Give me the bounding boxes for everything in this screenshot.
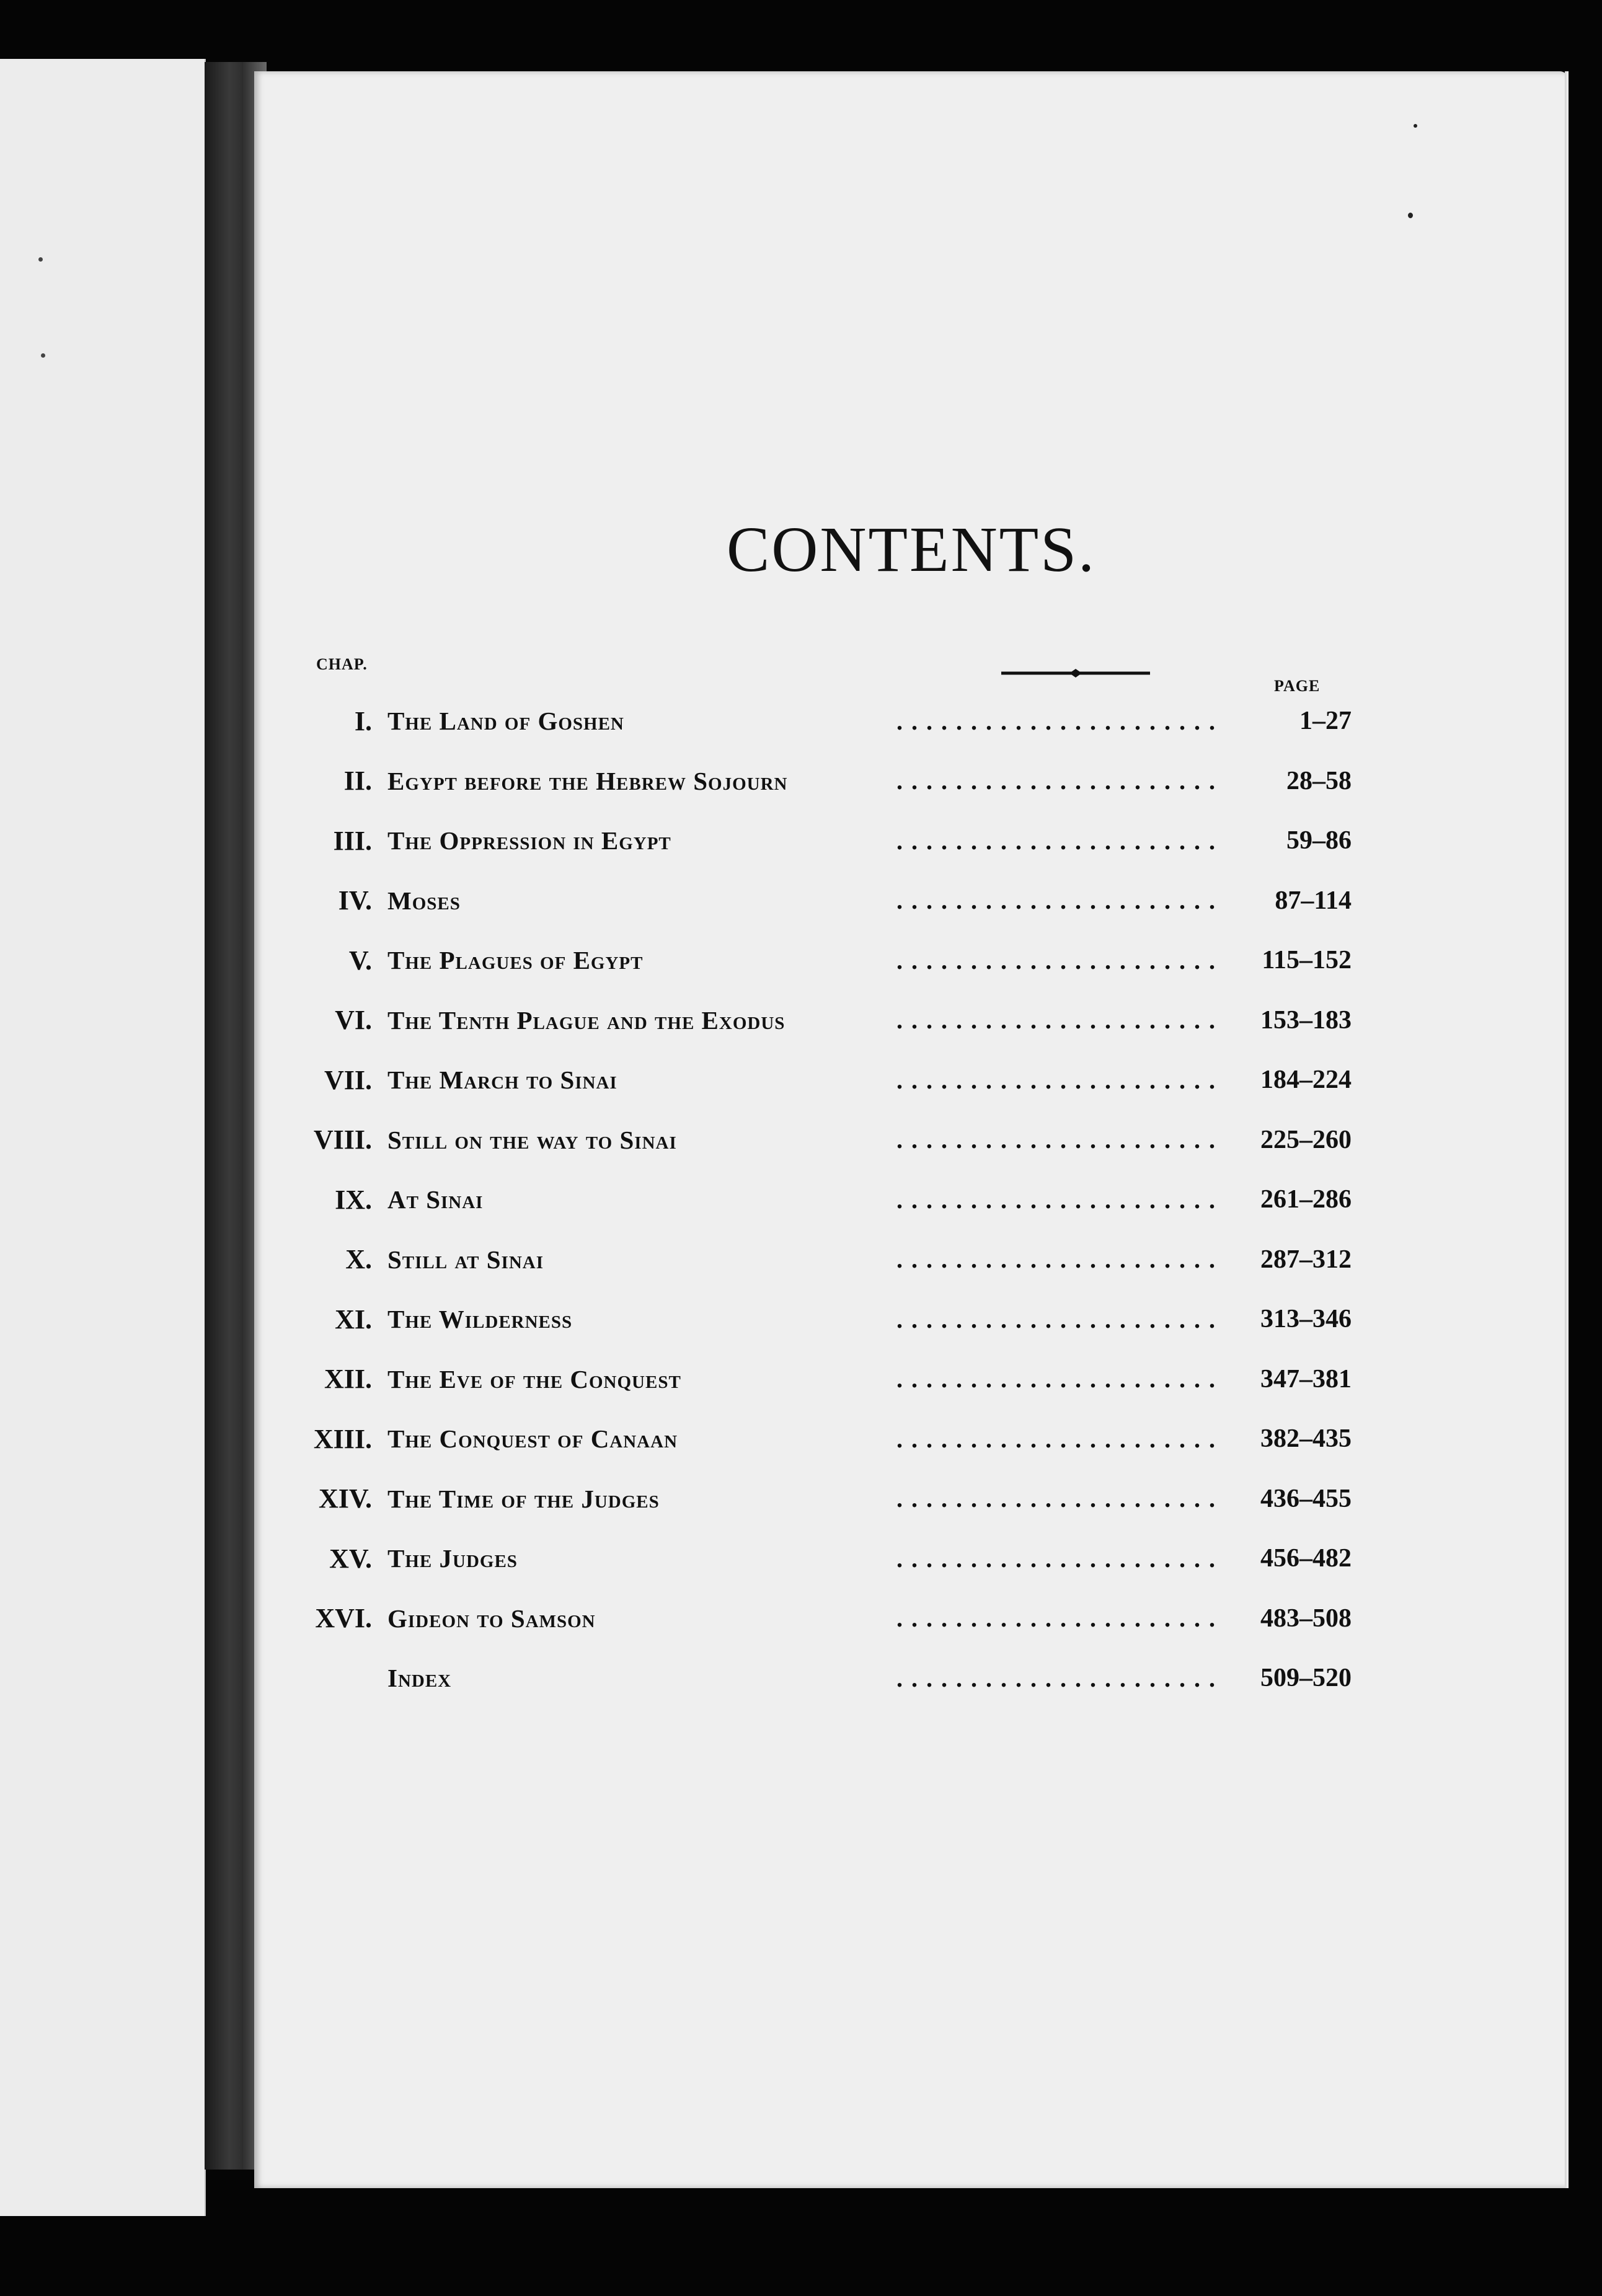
toc-entry — [273, 1469, 1352, 1529]
chapter-number: VIII. — [313, 1124, 372, 1155]
chapter-number: XV. — [329, 1543, 372, 1574]
toc-entry — [273, 930, 1352, 991]
toc-entry — [273, 751, 1352, 811]
chapter-title: The Eve of the Conquest — [387, 1364, 681, 1393]
chapter-title: The Judges — [387, 1544, 518, 1573]
toc-entry — [273, 1110, 1352, 1170]
chapter-number: III. — [333, 825, 372, 856]
chapter-title: Moses — [387, 886, 461, 915]
paper-speck — [1414, 124, 1417, 128]
chapter-title: Gideon to Samson — [387, 1604, 596, 1633]
toc-index-entry — [273, 1648, 1352, 1708]
dot-leader: . . . . . . . . . . . . . . . . . . . . . . — [896, 1664, 1216, 1692]
dot-leader: . . . . . . . . . . . . . . . . . . . . . . — [896, 1066, 1216, 1094]
chapter-number: X. — [345, 1244, 372, 1275]
chapter-number: I. — [354, 705, 372, 736]
page-range: 225–260 — [1260, 1125, 1352, 1154]
paper-speck — [38, 257, 43, 262]
chapter-title: The Wilderness — [387, 1305, 573, 1334]
chapter-title: Still on the way to Sinai — [387, 1125, 677, 1154]
dot-leader: . . . . . . . . . . . . . . . . . . . . . . — [896, 946, 1216, 974]
dot-leader: . . . . . . . . . . . . . . . . . . . . . . — [896, 1485, 1216, 1513]
facing-page — [0, 59, 206, 2216]
dot-leader: . . . . . . . . . . . . . . . . . . . . . . — [896, 1544, 1216, 1573]
page-range: 313–346 — [1260, 1305, 1352, 1334]
toc-entry — [273, 811, 1352, 871]
chapter-title: The Conquest of Canaan — [387, 1424, 678, 1454]
chapter-column-label: CHAP. — [316, 655, 368, 673]
chapter-title: The Oppression in Egypt — [387, 826, 671, 855]
dot-leader: . . . . . . . . . . . . . . . . . . . . . . — [896, 1126, 1216, 1154]
page-range: 87–114 — [1275, 886, 1352, 915]
toc-entry — [273, 1409, 1352, 1469]
page-range: 28–58 — [1286, 766, 1352, 795]
dot-leader: . . . . . . . . . . . . . . . . . . . . . . — [896, 1305, 1216, 1333]
page-range: 115–152 — [1262, 946, 1352, 975]
toc-entry — [273, 1289, 1352, 1349]
chapter-title: The Land of Goshen — [387, 707, 624, 736]
toc-entry — [273, 1529, 1352, 1589]
chapter-number: XII. — [324, 1364, 372, 1395]
index-title: Index — [387, 1664, 452, 1693]
table-of-contents — [273, 691, 1352, 1708]
dot-leader: . . . . . . . . . . . . . . . . . . . . . . — [896, 1185, 1216, 1214]
title-rule-ornament — [1001, 665, 1150, 681]
chapter-number: IV. — [338, 885, 372, 916]
dot-leader: . . . . . . . . . . . . . . . . . . . . . . — [896, 707, 1216, 735]
chapter-title: The Tenth Plague and the Exodus — [387, 1005, 786, 1035]
page-range: 261–286 — [1260, 1185, 1352, 1214]
page-range: 153–183 — [1260, 1005, 1352, 1035]
chapter-number: XVI. — [315, 1603, 372, 1634]
page-column-label: PAGE — [1274, 677, 1321, 695]
toc-entry — [273, 1170, 1352, 1230]
page-title: CONTENTS. — [726, 514, 1097, 585]
dot-leader: . . . . . . . . . . . . . . . . . . . . . . — [896, 767, 1216, 795]
dot-leader: . . . . . . . . . . . . . . . . . . . . . . — [896, 1604, 1216, 1633]
dot-leader: . . . . . . . . . . . . . . . . . . . . . . — [896, 1424, 1216, 1453]
page-range: 184–224 — [1260, 1066, 1352, 1095]
toc-entry — [273, 1349, 1352, 1410]
toc-entry — [273, 871, 1352, 931]
chapter-number: V. — [348, 945, 372, 976]
dot-leader: . . . . . . . . . . . . . . . . . . . . . . — [896, 886, 1216, 915]
page-range: 287–312 — [1260, 1245, 1352, 1274]
dot-leader: . . . . . . . . . . . . . . . . . . . . . . — [896, 1365, 1216, 1393]
toc-entry — [273, 1230, 1352, 1290]
chapter-number: VI. — [335, 1005, 372, 1036]
page-range: 382–435 — [1260, 1424, 1352, 1454]
paper-speck — [1408, 213, 1413, 218]
page-range: 456–482 — [1260, 1544, 1352, 1573]
page-range: 509–520 — [1260, 1664, 1352, 1693]
chapter-number: II. — [343, 766, 372, 797]
page-range: 59–86 — [1286, 826, 1352, 855]
chapter-title: Still at Sinai — [387, 1245, 544, 1274]
dot-leader: . . . . . . . . . . . . . . . . . . . . . . — [896, 1006, 1216, 1035]
page-range: 483–508 — [1260, 1604, 1352, 1633]
chapter-title: The Plagues of Egypt — [387, 946, 644, 975]
chapter-number: IX. — [335, 1184, 372, 1215]
toc-entry — [273, 1589, 1352, 1649]
chapter-title: The March to Sinai — [387, 1066, 617, 1095]
dot-leader: . . . . . . . . . . . . . . . . . . . . . . — [896, 1245, 1216, 1274]
dot-leader: . . . . . . . . . . . . . . . . . . . . . . — [896, 826, 1216, 855]
chapter-title: The Time of the Judges — [387, 1484, 660, 1513]
toc-entry — [273, 691, 1352, 751]
page-range: 436–455 — [1260, 1484, 1352, 1513]
page-range: 347–381 — [1260, 1364, 1352, 1393]
toc-entry — [273, 991, 1352, 1051]
chapter-number: XIII. — [313, 1423, 372, 1454]
chapter-title: Egypt before the Hebrew Sojourn — [387, 766, 788, 795]
paper-speck — [41, 353, 45, 358]
page-range: 1–27 — [1299, 707, 1352, 736]
chapter-number: XI. — [335, 1304, 372, 1335]
chapter-title: At Sinai — [387, 1185, 484, 1214]
toc-entry — [273, 1050, 1352, 1110]
chapter-number: XIV. — [318, 1483, 372, 1514]
chapter-number: VII. — [324, 1064, 372, 1095]
page-edge — [1565, 71, 1569, 2188]
